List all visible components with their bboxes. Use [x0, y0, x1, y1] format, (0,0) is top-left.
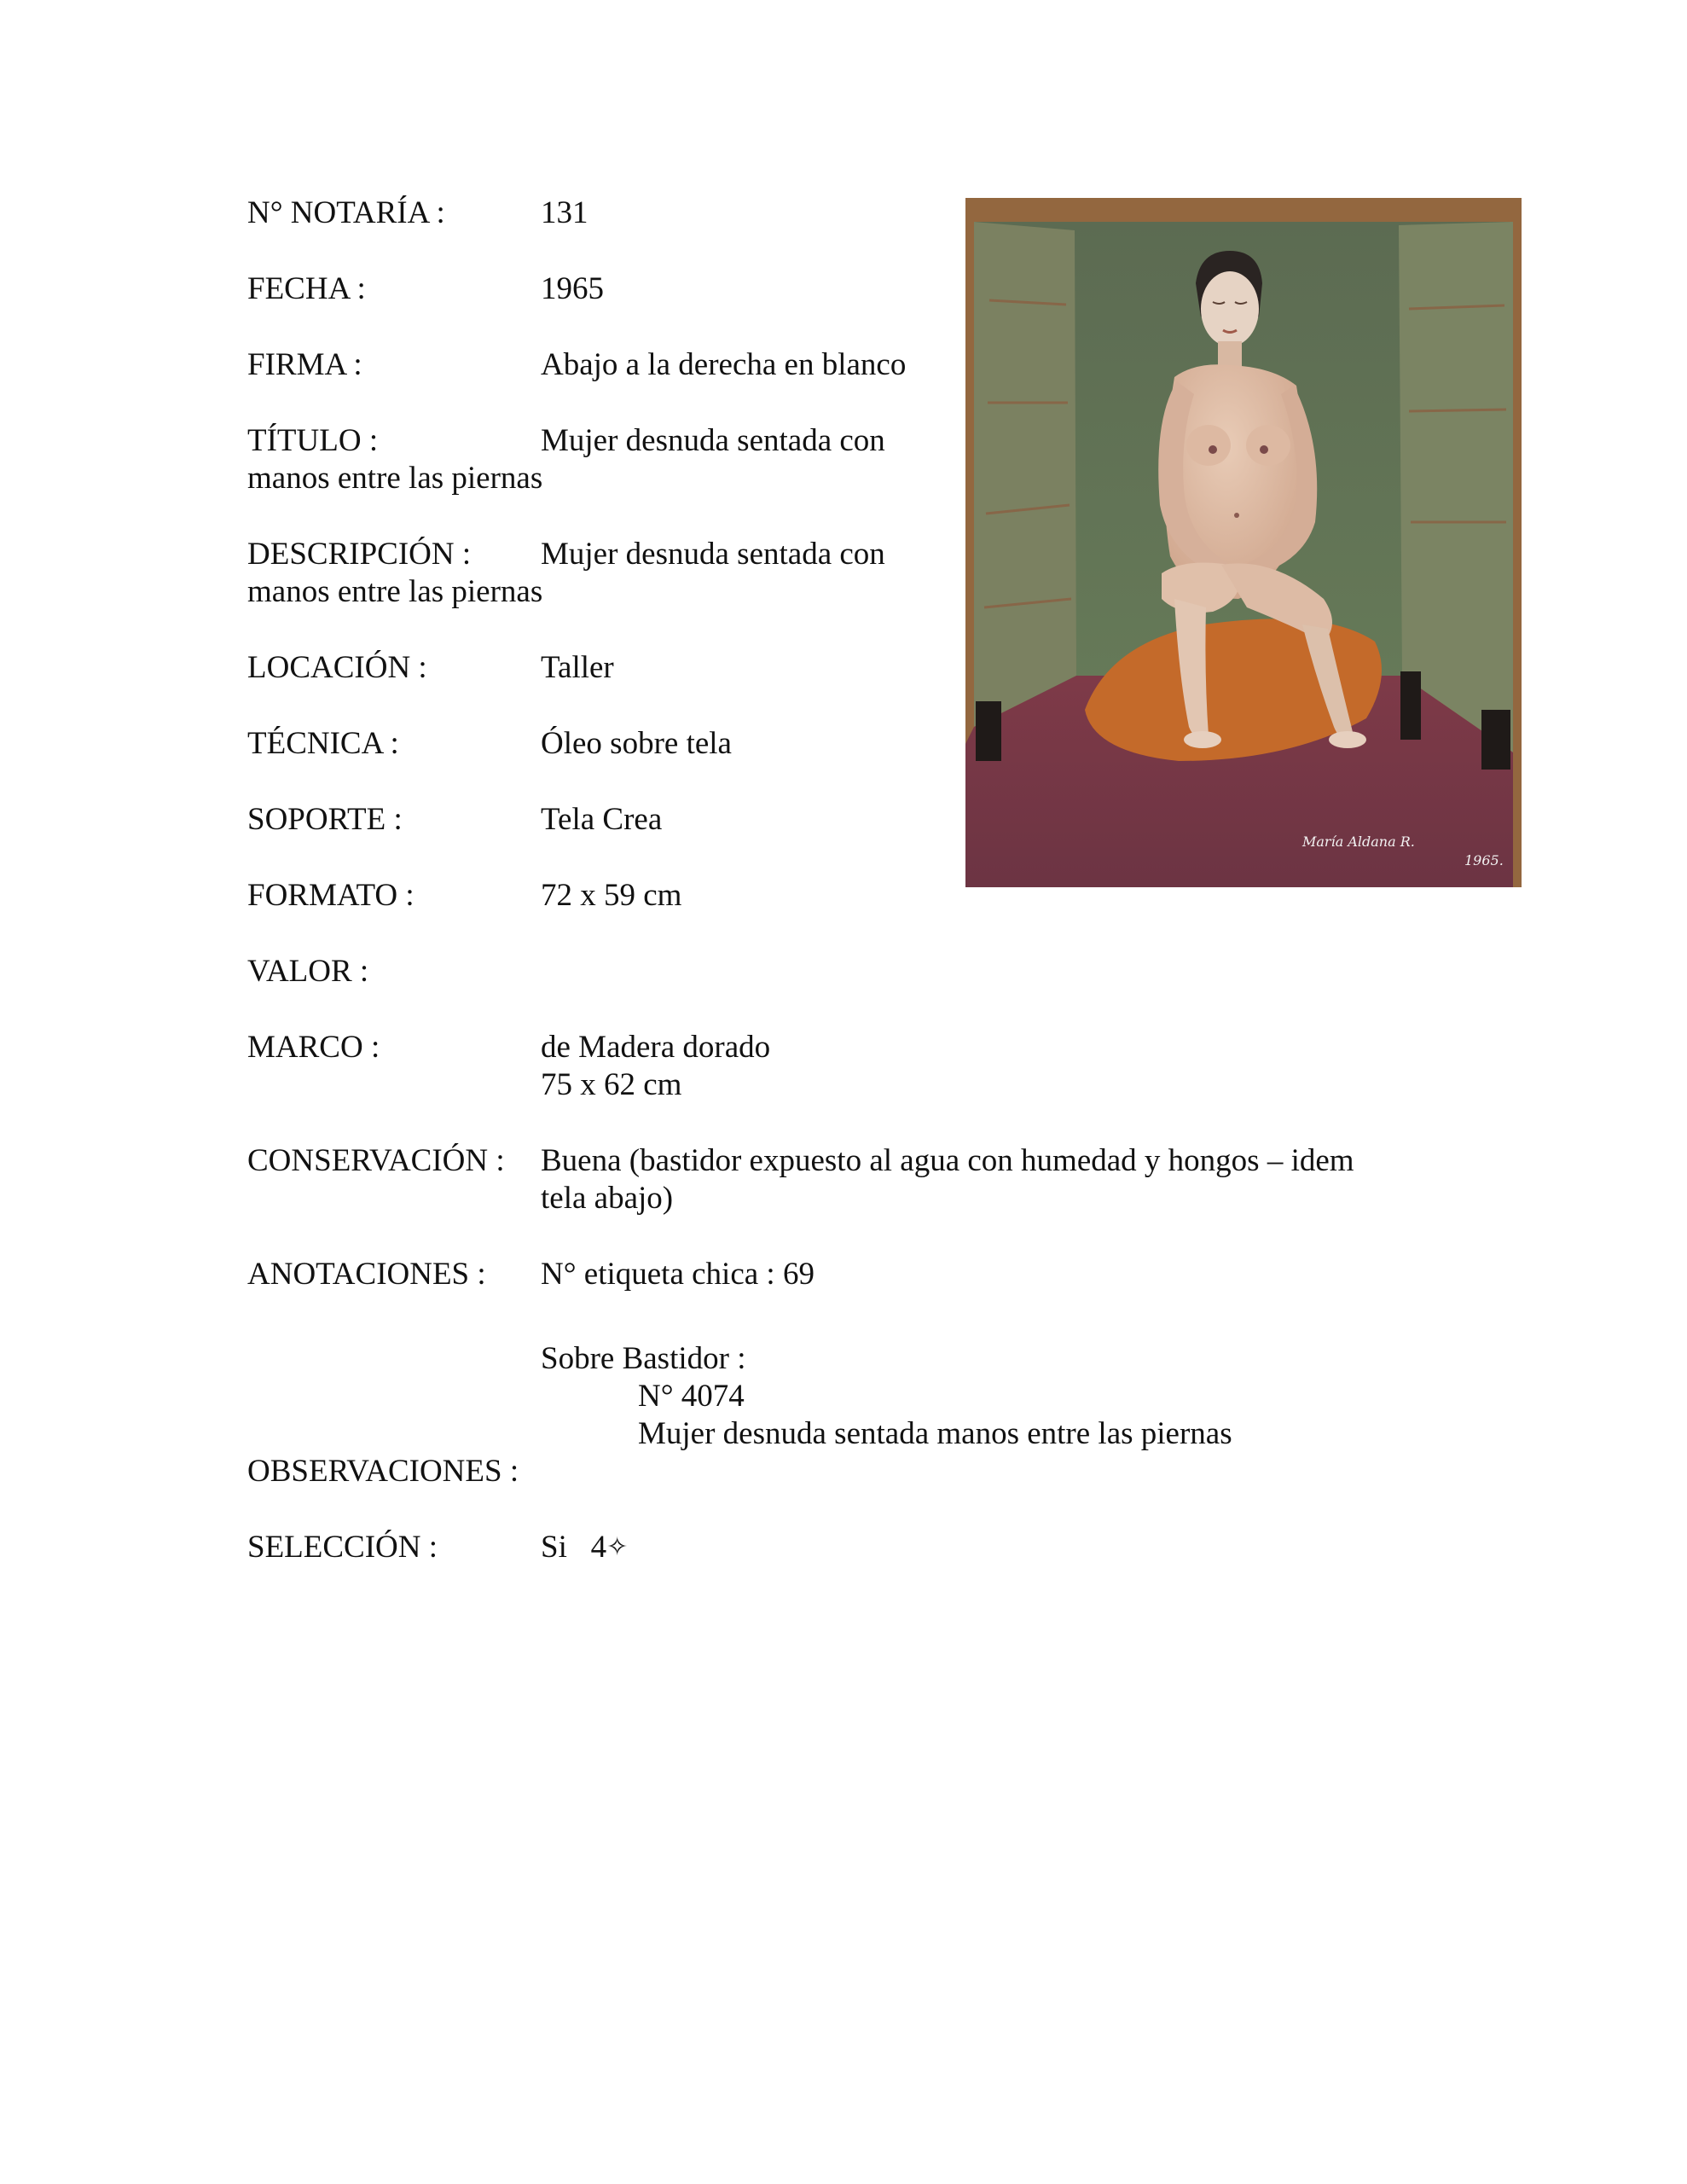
- field-value: Buena (bastidor expuesto al agua con humedad y hongos – idem tela abajo): [541, 1143, 1354, 1216]
- field-label: TÍTULO :: [247, 423, 379, 458]
- field-value: Óleo sobre tela: [541, 726, 732, 761]
- field-value-block: [541, 1256, 1232, 1453]
- field-label: FECHA :: [247, 271, 366, 306]
- post-left: [976, 701, 1001, 761]
- painting-image: [965, 198, 1522, 887]
- field-value: Mujer desnuda sentada con manos entre las piernas: [247, 423, 885, 496]
- field-label: N° NOTARÍA :: [247, 195, 445, 230]
- field-label: ANOTACIONES :: [247, 1257, 486, 1292]
- field-conservacion: [247, 1142, 1441, 1217]
- field-label: LOCACIÓN :: [247, 650, 427, 685]
- field-anotaciones: [247, 1256, 1441, 1453]
- four-point-star-icon: ✧: [606, 1532, 629, 1562]
- anotacion-titulo: Mujer desnuda sentada manos entre las piernas: [638, 1416, 1232, 1451]
- left-screen: [974, 222, 1076, 727]
- field-label: TÉCNICA :: [247, 726, 399, 761]
- field-value: Tela Crea: [541, 802, 663, 837]
- field-value-block: [541, 1029, 770, 1104]
- field-label: DESCRIPCIÓN :: [247, 537, 472, 572]
- field-label: OBSERVACIONES :: [247, 1454, 519, 1489]
- field-value: Abajo a la derecha en blanco: [541, 347, 907, 382]
- field-label: MARCO :: [247, 1030, 380, 1065]
- anotacion-bastidor: Sobre Bastidor :: [541, 1341, 746, 1376]
- anotacion-etiqueta: N° etiqueta chica : 69: [541, 1257, 815, 1292]
- field-label: SOPORTE :: [247, 802, 403, 837]
- field-valor: [247, 953, 1441, 990]
- anotacion-numero: N° 4074: [638, 1379, 745, 1414]
- post-right: [1481, 710, 1510, 770]
- field-seleccion: [247, 1529, 1441, 1566]
- field-value: 1965: [541, 271, 604, 306]
- field-value-block: [541, 1529, 628, 1566]
- marco-size: 75 x 62 cm: [541, 1067, 682, 1102]
- field-label: FIRMA :: [247, 347, 362, 382]
- field-label: SELECCIÓN :: [247, 1530, 438, 1565]
- marco-material: de Madera dorado: [541, 1030, 771, 1065]
- painting-signature: María Aldana R.: [1302, 834, 1415, 850]
- field-value: 131: [541, 195, 588, 230]
- field-titulo: [247, 422, 913, 497]
- painting-year: 1965.: [1464, 852, 1504, 868]
- seleccion-value: Si 4: [541, 1530, 607, 1565]
- post-mid: [1400, 671, 1421, 740]
- field-value: Taller: [541, 650, 614, 685]
- field-value: 72 x 59 cm: [541, 878, 682, 913]
- field-label: FORMATO :: [247, 878, 415, 913]
- field-label: VALOR :: [247, 954, 369, 989]
- field-marco: [247, 1029, 1441, 1104]
- field-observaciones: [247, 1453, 1441, 1490]
- field-descripcion: [247, 536, 913, 611]
- field-label: CONSERVACIÓN :: [247, 1143, 505, 1178]
- field-value: Mujer desnuda sentada con manos entre las piernas: [247, 537, 885, 609]
